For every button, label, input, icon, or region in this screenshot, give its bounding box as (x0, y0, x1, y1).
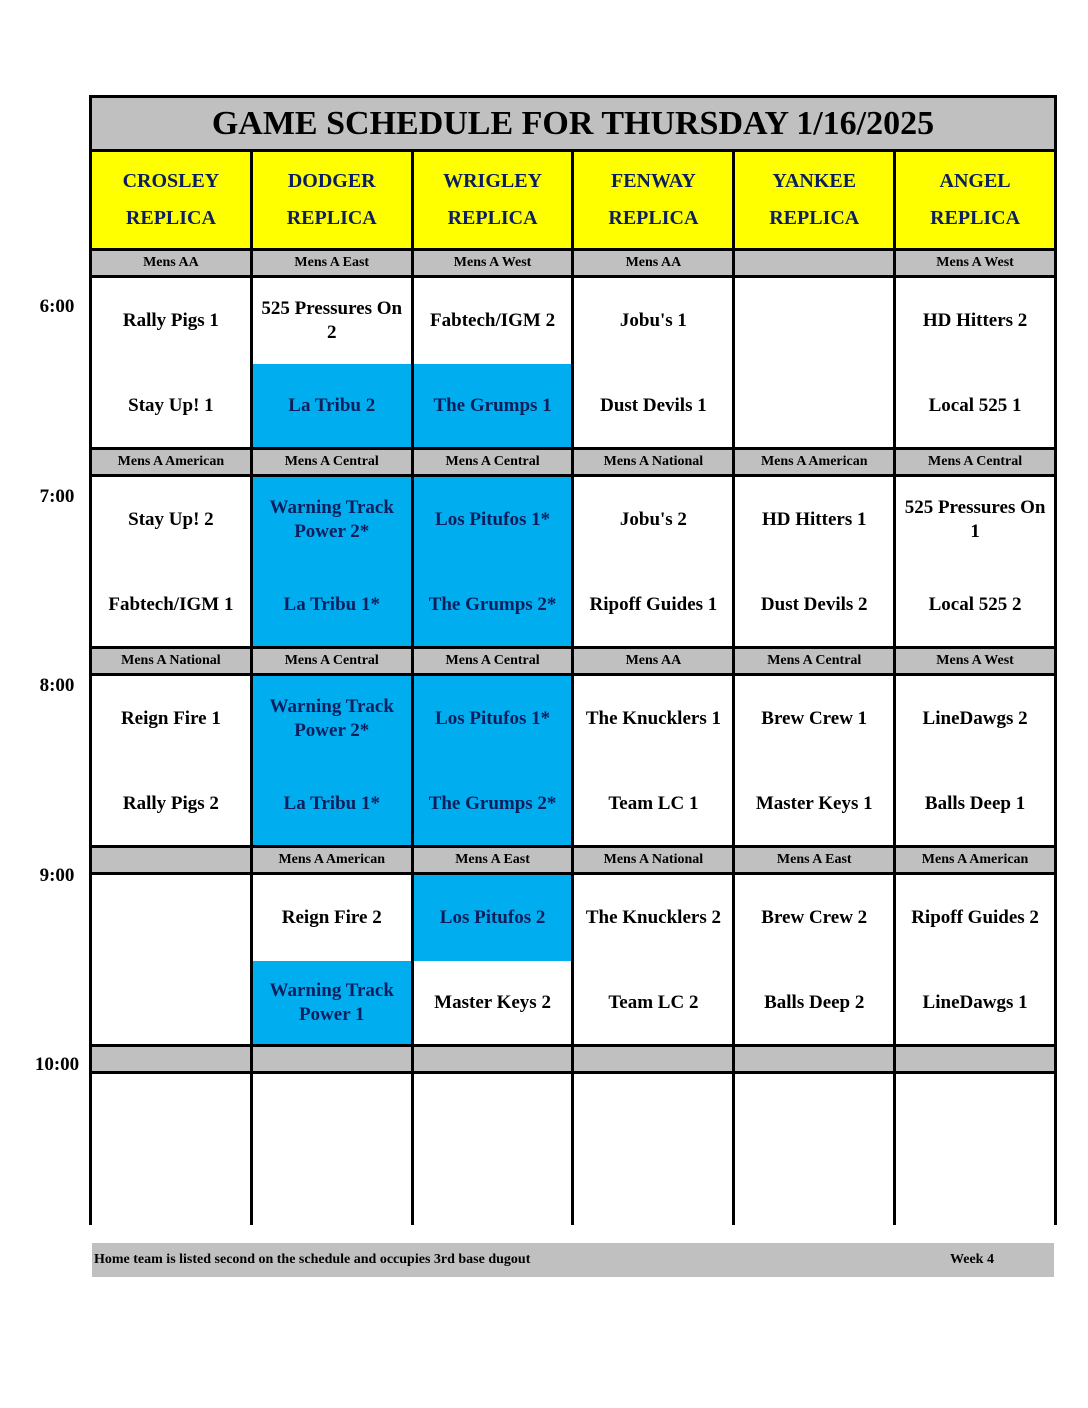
home-team: The Grumps 1 (414, 364, 572, 447)
time-label: 9:00 (39, 865, 75, 886)
field-header-yankee (735, 152, 893, 248)
field-header-wrigley (414, 152, 572, 248)
division-label: Mens A American (896, 848, 1054, 872)
visitor-team: Los Pitufos 1* (414, 477, 572, 563)
empty-game-cell (896, 1074, 1054, 1240)
division-label: Mens A Central (896, 450, 1054, 474)
division-label: Mens A American (92, 450, 250, 474)
visitor-team (92, 875, 250, 961)
field-sub: REPLICA (125, 207, 216, 229)
division-label: Mens A Central (735, 649, 893, 673)
visitor-team: Ripoff Guides 2 (896, 875, 1054, 961)
home-team: Dust Devils 1 (574, 364, 732, 447)
home-team: Rally Pigs 2 (92, 762, 250, 845)
field-header-angel (896, 152, 1054, 248)
field-name: DODGER (287, 170, 376, 192)
division-label: Mens A West (414, 251, 572, 275)
division-label (92, 848, 250, 872)
visitor-team: Fabtech/IGM 2 (414, 278, 572, 364)
home-team: LineDawgs 1 (896, 961, 1054, 1044)
division-label: Mens A West (896, 649, 1054, 673)
field-header-fenway (574, 152, 732, 248)
visitor-team: HD Hitters 2 (896, 278, 1054, 364)
division-label (735, 1047, 893, 1071)
home-team: Balls Deep 2 (735, 961, 893, 1044)
home-team (92, 961, 250, 1044)
visitor-team: Jobu's 2 (574, 477, 732, 563)
home-team: Master Keys 1 (735, 762, 893, 845)
home-team: The Grumps 2* (414, 762, 572, 845)
field-header-dodger (253, 152, 411, 248)
division-label (253, 1047, 411, 1071)
schedule-title: GAME SCHEDULE FOR THURSDAY 1/16/2025 (92, 98, 1054, 149)
home-team-note: Home team is listed second on the schedule and occupies 3rd base dugout (94, 1252, 531, 1267)
visitor-team: Warning Track Power 2* (253, 477, 411, 563)
visitor-team: Brew Crew 2 (735, 875, 893, 961)
home-team: Stay Up! 1 (92, 364, 250, 447)
home-team: Balls Deep 1 (896, 762, 1054, 845)
home-team: Team LC 1 (574, 762, 732, 845)
division-label: Mens A East (414, 848, 572, 872)
field-header-crosley (92, 152, 250, 248)
field-sub: REPLICA (930, 207, 1021, 229)
home-team: La Tribu 1* (253, 563, 411, 646)
division-label: Mens A Central (414, 450, 572, 474)
home-team: Dust Devils 2 (735, 563, 893, 646)
home-team: La Tribu 1* (253, 762, 411, 845)
field-sub: REPLICA (769, 207, 860, 229)
time-label: 6:00 (39, 296, 75, 317)
division-label: Mens A National (574, 450, 732, 474)
home-team: Fabtech/IGM 1 (92, 563, 250, 646)
division-label: Mens AA (92, 251, 250, 275)
visitor-team: 525 Pressures On 1 (896, 477, 1054, 563)
field-name: YANKEE (772, 170, 857, 192)
division-label: Mens A National (92, 649, 250, 673)
home-team: The Grumps 2* (414, 563, 572, 646)
division-label (735, 251, 893, 275)
home-team: La Tribu 2 (253, 364, 411, 447)
visitor-team: Los Pitufos 2 (414, 875, 572, 961)
division-label (574, 1047, 732, 1071)
visitor-team: Stay Up! 2 (92, 477, 250, 563)
schedule-footer (92, 1243, 1054, 1277)
field-sub: REPLICA (447, 207, 538, 229)
division-label: Mens A Central (414, 649, 572, 673)
time-label: 8:00 (39, 675, 75, 696)
time-label: 7:00 (39, 486, 75, 507)
home-team: Master Keys 2 (414, 961, 572, 1044)
visitor-team: The Knucklers 2 (574, 875, 732, 961)
visitor-team: Reign Fire 2 (253, 875, 411, 961)
visitor-team: LineDawgs 2 (896, 676, 1054, 762)
schedule-table (89, 95, 1057, 1267)
home-team: Warning Track Power 1 (253, 961, 411, 1044)
visitor-team: Reign Fire 1 (92, 676, 250, 762)
division-label: Mens A West (896, 251, 1054, 275)
visitor-team: 525 Pressures On 2 (253, 278, 411, 364)
field-name: ANGEL (939, 170, 1011, 192)
division-label: Mens A American (735, 450, 893, 474)
home-team: Local 525 1 (896, 364, 1054, 447)
visitor-team (735, 278, 893, 364)
field-sub: REPLICA (608, 207, 699, 229)
field-sub: REPLICA (286, 207, 377, 229)
division-label: Mens A East (735, 848, 893, 872)
empty-game-cell (414, 1074, 572, 1240)
division-label: Mens AA (574, 251, 732, 275)
home-team (735, 364, 893, 447)
visitor-team: The Knucklers 1 (574, 676, 732, 762)
division-label: Mens A American (253, 848, 411, 872)
field-name: FENWAY (610, 170, 696, 192)
division-label (896, 1047, 1054, 1071)
home-team: Team LC 2 (574, 961, 732, 1044)
division-label: Mens AA (574, 649, 732, 673)
empty-game-cell (92, 1074, 250, 1240)
division-label: Mens A Central (253, 450, 411, 474)
division-label (414, 1047, 572, 1071)
empty-game-cell (253, 1074, 411, 1240)
visitor-team: Los Pitufos 1* (414, 676, 572, 762)
visitor-team: Warning Track Power 2* (253, 676, 411, 762)
division-label (92, 1047, 250, 1071)
empty-game-cell (735, 1074, 893, 1240)
home-team: Local 525 2 (896, 563, 1054, 646)
division-label: Mens A East (253, 251, 411, 275)
visitor-team: Brew Crew 1 (735, 676, 893, 762)
visitor-team: Rally Pigs 1 (92, 278, 250, 364)
division-label: Mens A Central (253, 649, 411, 673)
time-label: 10:00 (34, 1054, 80, 1075)
home-team: Ripoff Guides 1 (574, 563, 732, 646)
visitor-team: HD Hitters 1 (735, 477, 893, 563)
division-label: Mens A National (574, 848, 732, 872)
empty-game-cell (574, 1074, 732, 1240)
field-name: WRIGLEY (443, 170, 543, 192)
visitor-team: Jobu's 1 (574, 278, 732, 364)
field-name: CROSLEY (122, 170, 220, 192)
week-label: Week 4 (950, 1252, 994, 1267)
